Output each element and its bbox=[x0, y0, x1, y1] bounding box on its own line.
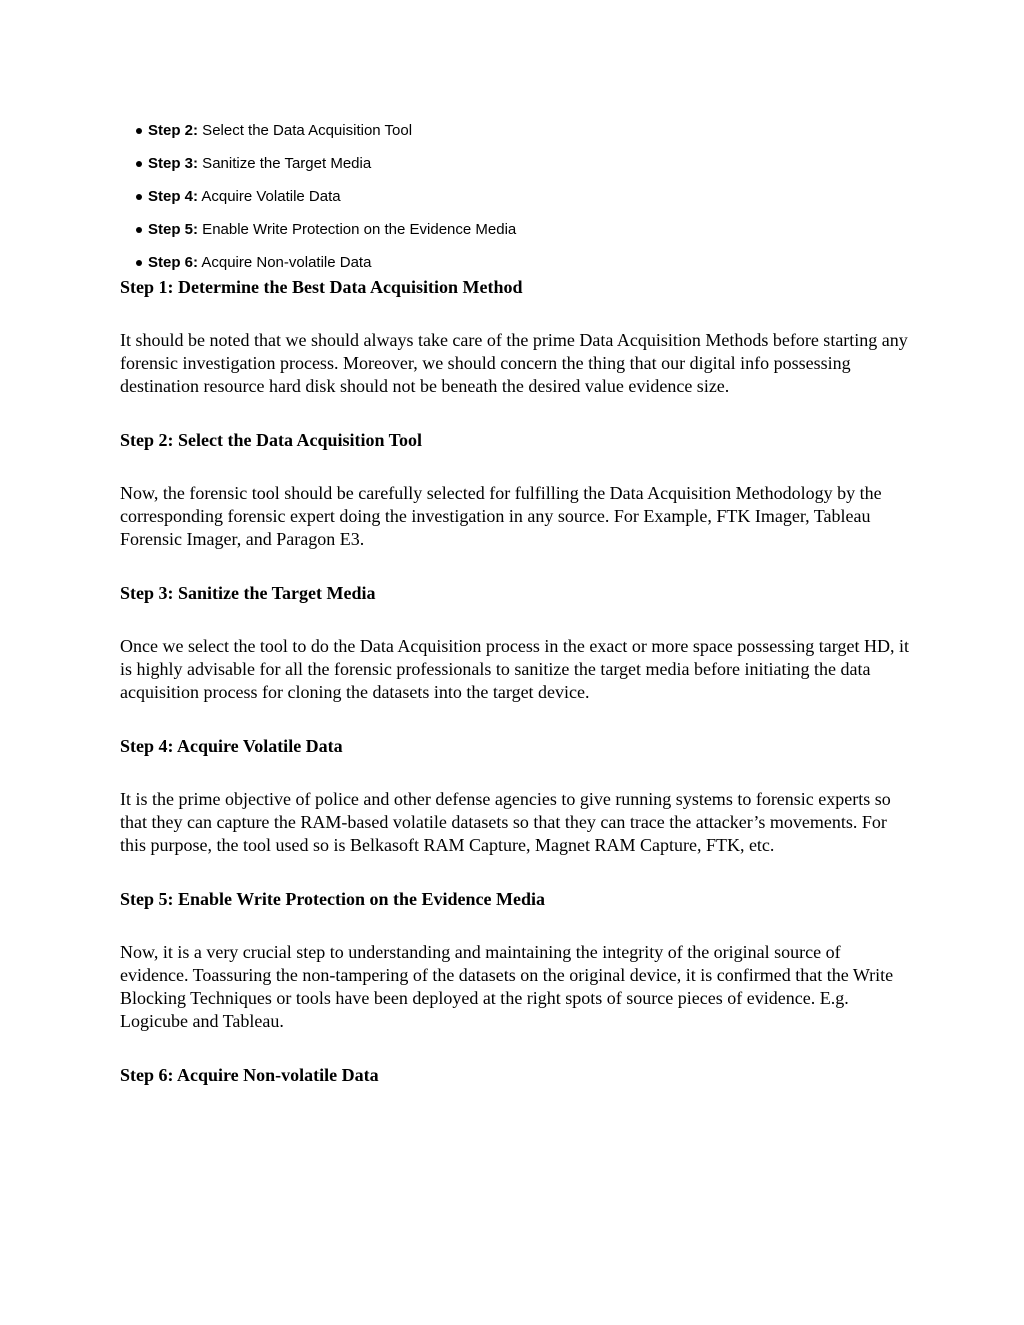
bullet-label: Step 6: bbox=[148, 254, 199, 271]
document-body bbox=[120, 276, 910, 1087]
bullet-dot-icon bbox=[136, 227, 142, 233]
bullet-dot-icon bbox=[136, 194, 142, 200]
section-heading-step-5: Step 5: Enable Write Protection on the Evidence Media bbox=[120, 889, 545, 909]
section-heading-step-1: Step 1: Determine the Best Data Acquisition Method bbox=[120, 277, 523, 297]
bullet-item bbox=[148, 120, 516, 153]
bullet-item bbox=[148, 219, 516, 252]
bullet-label: Step 3: bbox=[148, 155, 199, 172]
bullet-label: Step 4: bbox=[148, 188, 199, 205]
section-body-step-4: It is the prime objective of police and other defense agencies to give running systems to forensic experts so that they can capture the RAM-based volatile datasets so that they can trace the attacker’s movements. For this purpose, the tool used so is Belkasoft RAM Capture, Magnet RAM Capture, FTK, etc. bbox=[120, 789, 891, 855]
section-heading-step-2: Step 2: Select the Data Acquisition Tool bbox=[120, 430, 423, 450]
bullet-text: Acquire Non-volatile Data bbox=[198, 254, 372, 271]
bullet-item bbox=[148, 186, 516, 219]
bullet-label: Step 2: bbox=[148, 122, 199, 139]
bullet-dot-icon bbox=[136, 161, 142, 167]
bullet-text: Enable Write Protection on the Evidence Media bbox=[198, 221, 517, 238]
bullet-text: Select the Data Acquisition Tool bbox=[198, 122, 413, 139]
section-heading-step-4: Step 4: Acquire Volatile Data bbox=[120, 736, 343, 756]
section-body-step-2: Now, the forensic tool should be carefully selected for fulfilling the Data Acquisition Methodology by the corresponding forensic expert doing the investigation in any source. For Example, FTK Imager, Tableau Forensic Imager, and Paragon E3. bbox=[120, 483, 882, 549]
bullet-text: Sanitize the Target Media bbox=[198, 155, 372, 172]
section-body-step-3: Once we select the tool to do the Data Acquisition process in the exact or more space possessing target HD, it is highly advisable for all the forensic professionals to sanitize the target media before initiating the data acquisition process for cloning the datasets into the target device. bbox=[120, 636, 909, 702]
step-bullet-list bbox=[148, 120, 516, 285]
bullet-text: Acquire Volatile Data bbox=[198, 188, 341, 205]
section-body-step-5: Now, it is a very crucial step to understanding and maintaining the integrity of the original source of evidence. Toassuring the non-tampering of the datasets on the original device, it is confirmed that the Write Blocking Techniques or tools have been deployed at the right spots of source pieces of evidence. E.g. Logicube and Tableau. bbox=[120, 942, 894, 1031]
bullet-item bbox=[148, 153, 516, 186]
bullet-dot-icon bbox=[136, 260, 142, 266]
section-heading-step-6: Step 6: Acquire Non-volatile Data bbox=[120, 1065, 379, 1085]
bullet-dot-icon bbox=[136, 128, 142, 134]
section-body-step-1: It should be noted that we should always take care of the prime Data Acquisition Methods before starting any forensic investigation process. Moreover, we should concern the thing that our digital info possessing destination resource hard disk should not be beneath the desired value evidence size. bbox=[120, 330, 908, 396]
bullet-label: Step 5: bbox=[148, 221, 199, 238]
section-heading-step-3: Step 3: Sanitize the Target Media bbox=[120, 583, 376, 603]
